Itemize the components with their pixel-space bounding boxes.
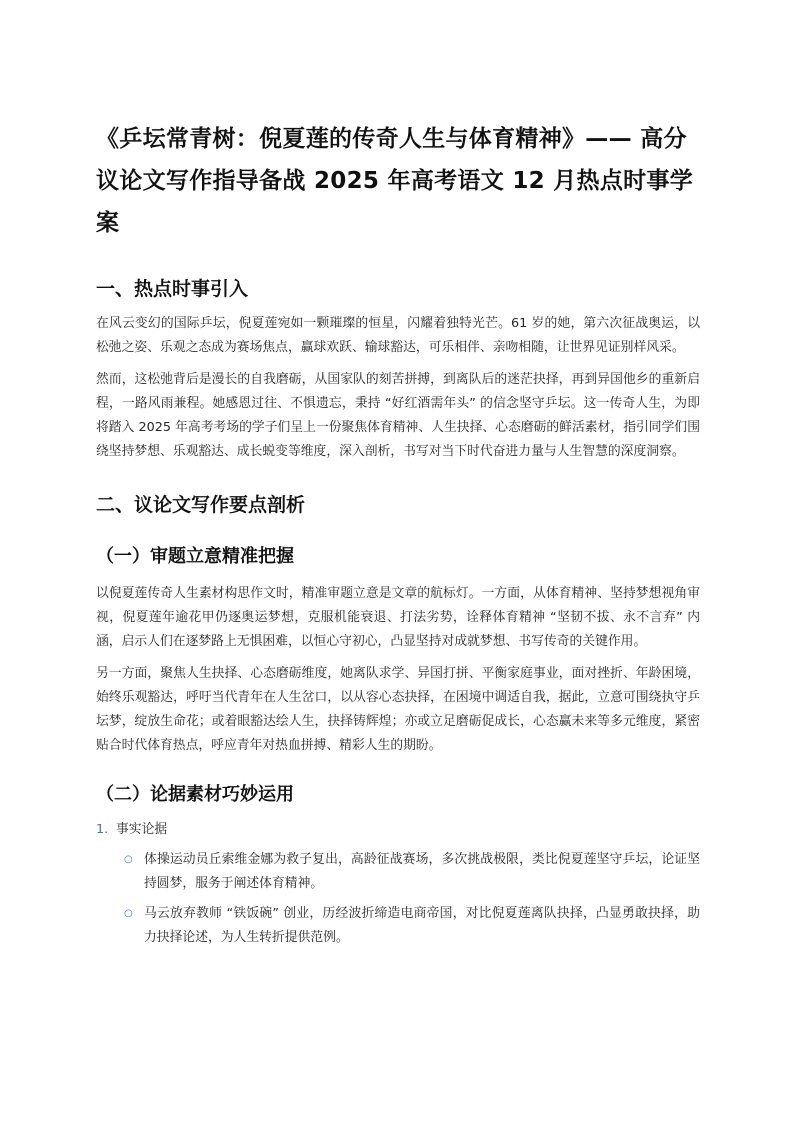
paragraph: 在风云变幻的国际乒坛，倪夏莲宛如一颗璀璨的恒星，闪耀着独特光芒。61 岁的她，第六次征战奥运，以松弛之姿、乐观之态成为赛场焦点，赢球欢跃、输球豁达，可乐相伴、亲吻相随，让世界见证别样风采。 xyxy=(96,316,700,355)
bullet-text: 体操运动员丘索维金娜为救子复出，高龄征战赛场，多次挑战极限，类比倪夏莲坚守乒坛，论证坚持圆梦，服务于阐述体育精神。 xyxy=(144,852,700,891)
paragraph: 另一方面，聚焦人生抉择、心态磨砺维度，她离队求学、异国打拼、平衡家庭事业，面对挫折、年龄困境，始终乐观豁达，呼吁当代青年在人生岔口，以从容心态抉择，在困境中调适自我，据此，立意可围绕执守乒坛梦，绽放生命花；或着眼豁达绘人生，抉择铸辉煌；亦或立足磨砺促成长，心态赢未来等多元维度，紧密贴合时代体育热点，呼应青年对热血拼搏、精彩人生的期盼。 xyxy=(96,666,700,753)
document-title: 《乒坛常青树：倪夏莲的传奇人生与体育精神》—— 高分议论文写作指导备战 2025 年高考语文 12 月热点时事学案 xyxy=(96,126,694,236)
paragraph: 然而，这松弛背后是漫长的自我磨砺，从国家队的刻苦拼搏，到离队后的迷茫抉择，再到异国他乡的重新启程，一路风雨兼程。她感恩过往、不惧遗忘，秉持 “好红酒需年头” 的信念坚守乒坛。这一传奇人生，为即将踏入 2025 年高考考场的学子们呈上一份聚焦体育精神、人生抉择、心态磨砺的鲜活素材，指引同学们围绕坚持梦想、乐观豁达、成长蜕变等维度，深入剖析，书写对当下时代奋进力量与人生智慧的深度洞察。 xyxy=(96,372,700,459)
bullet-item xyxy=(96,848,700,896)
bullet-text: 马云放弃教师 “铁饭碗” 创业，历经波折缔造电商帝国，对比倪夏莲离队抉择，凸显勇敢抉择，助力抉择论述，为人生转折提供范例。 xyxy=(144,906,700,945)
section-heading-writing-analysis: 二、议论文写作要点剖析 xyxy=(96,494,306,516)
document-page xyxy=(96,118,700,950)
subsection-heading-evidence: （二）论据素材巧妙运用 xyxy=(96,784,294,805)
bullet-list xyxy=(96,848,700,950)
list-item xyxy=(96,818,700,950)
list-item-label: 事实论据 xyxy=(116,822,168,837)
bullet-item xyxy=(96,902,700,950)
subsection-heading-topic: （一）审题立意精准把握 xyxy=(96,546,294,567)
paragraph: 以倪夏莲传奇人生素材构思作文时，精准审题立意是文章的航标灯。一方面，从体育精神、坚持梦想视角审视，倪夏莲年逾花甲仍逐奥运梦想，克服机能衰退、打法劣势，诠释体育精神 “坚韧不拔、永不言弃” 内涵，启示人们在逐梦路上无惧困难，以恒心守初心，凸显坚持对成就梦想、书写传奇的关键作用。 xyxy=(96,586,700,649)
circle-bullet-icon: ○ xyxy=(124,854,133,865)
list-number: 1. xyxy=(96,822,109,837)
ordered-list xyxy=(96,818,700,950)
circle-bullet-icon: ○ xyxy=(124,908,133,919)
section-heading-hot-topic: 一、热点时事引入 xyxy=(96,278,249,300)
